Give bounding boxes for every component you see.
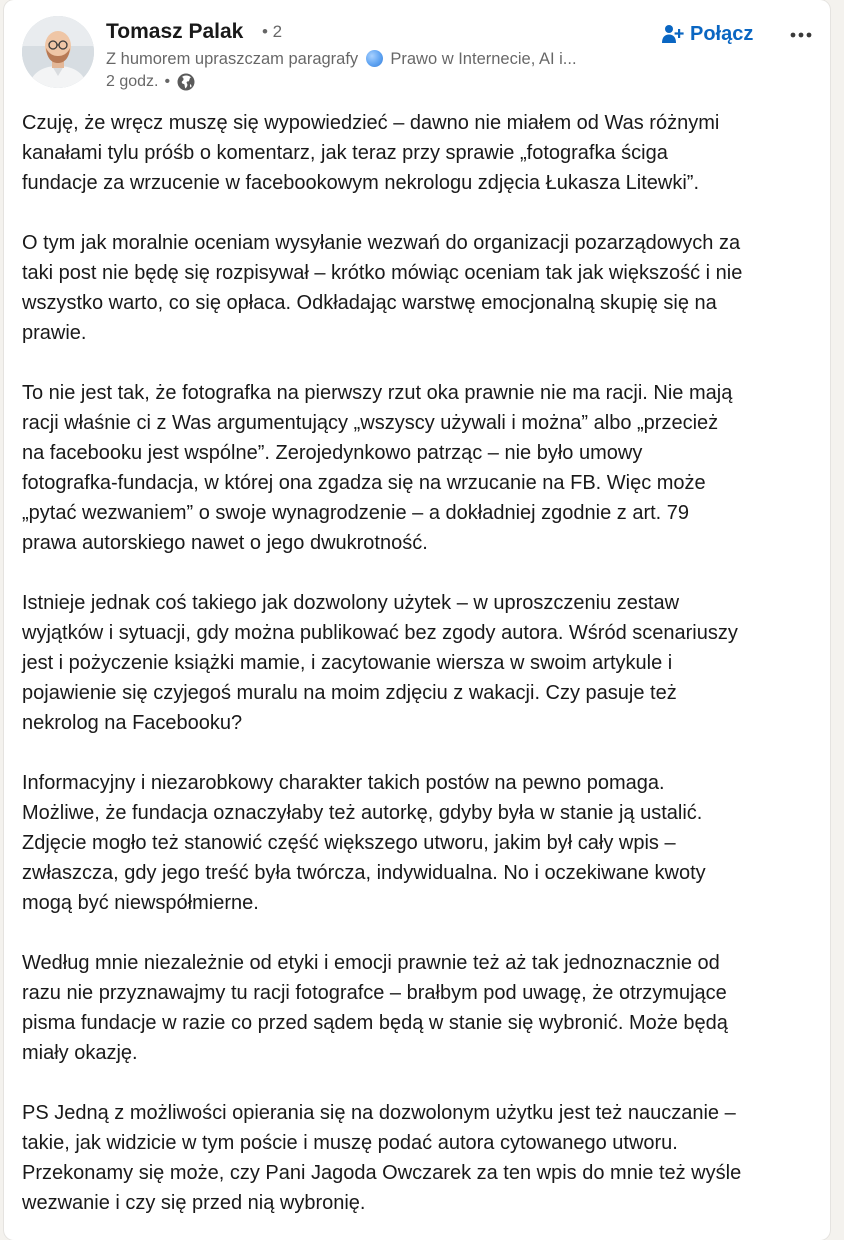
post-paragraph: PS Jedną z możliwości opierania się na dozwolonym użytku jest też nauczanie – takie, jak widzicie w tym poście i muszę podać autora cytowanego utworu. Przekonamy się może, czy Pani Jagoda Owczarek za ten wpis do mnie też wyśle wezwanie i czy się przed nią wybronię. xyxy=(22,1102,742,1214)
post-paragraph: To nie jest tak, że fotografka na pierwszy rzut oka prawnie nie ma racji. Nie mają racji właśnie ci z Was argumentujący „wszyscy używali i można” albo „przecież na facebooku jest wspólne”. Zerojedynkowo patrząc – nie było umowy fotografka-fundacja, w której ona zgadza się na wrzucanie na FB. Więc może „pytać wezwaniem” o swoje wynagrodzenie – a dokładniej zgodnie z art. 79 prawa autorskiego nawet o jego dwukrotność. xyxy=(22,382,733,554)
headline-text-start: Z humorem upraszczam paragrafy xyxy=(106,50,359,68)
post-body xyxy=(22,108,822,1240)
connect-label: Połącz xyxy=(690,22,754,45)
post-meta xyxy=(106,72,196,92)
more-horizontal-icon xyxy=(790,32,812,38)
post-paragraph: Według mnie niezależnie od etyki i emocji prawnie też aż tak jednoznacznie od razu nie przyznawajmy tu racji fotografce – brałbym pod uwagę, że otrzymujące pisma fundacje w razie co przed sądem będą w stanie się wybronić. Może będą miały okazję. xyxy=(22,952,728,1064)
more-options-button[interactable] xyxy=(784,22,818,48)
person-plus-icon xyxy=(660,22,684,46)
post-card xyxy=(4,0,830,1240)
post-paragraph: Informacyjny i niezarobkowy charakter takich postów na pewno pomaga. Możliwe, że fundacja oznaczyłaby też autorkę, gdyby była w stanie ją ustalić. Zdjęcie mogło też stanowić część większego utworu, jakim był cały wpis – zwłaszcza, gdy jego treść była twórcza, indywidualna. No i oczekiwane kwoty mogą być niewspółmierne. xyxy=(22,772,706,914)
connection-degree: • 2 xyxy=(262,22,283,41)
headline-text-end: Prawo w Internecie, AI i... xyxy=(390,50,577,68)
author-headline xyxy=(106,50,646,69)
meta-separator: • xyxy=(164,73,171,90)
blue-circle-icon xyxy=(366,50,383,67)
post-paragraph: O tym jak moralnie oceniam wysyłanie wezwań do organizacji pozarządowych za taki post nie będę się rozpisywał – krótko mówiąc oceniam tak jak większość i nie wszystko warto, co się opłaca. Odkładając warstwę emocjonalną skupię się na prawie. xyxy=(22,232,743,344)
globe-icon xyxy=(176,72,196,92)
connect-button[interactable] xyxy=(660,22,753,46)
avatar-photo xyxy=(22,16,94,88)
post-paragraph: Istnieje jednak coś takiego jak dozwolony użytek – w uproszczeniu zestaw wyjątków i sytuacji, gdy można publikować bez zgody autora. Wśród scenariuszy jest i pożyczenie książki mamie, i zacytowanie wiersza w swoim artykule i pojawienie się czyjegoś muralu na moim zdjęciu z wakacji. Czy pasuje też nekrolog na Facebooku? xyxy=(22,592,738,734)
avatar[interactable] xyxy=(22,16,94,88)
post-paragraph: Czuję, że wręcz muszę się wypowiedzieć – dawno nie miałem od Was różnymi kanałami tylu próśb o komentarz, jak teraz przy sprawie „fotografka ściga fundacje za wrzucenie w facebookowym nekrologu zdjęcia Łukasza Litewki”. xyxy=(22,112,720,194)
post-time: 2 godz. xyxy=(106,73,159,90)
author-name[interactable]: Tomasz Palak xyxy=(106,20,244,43)
